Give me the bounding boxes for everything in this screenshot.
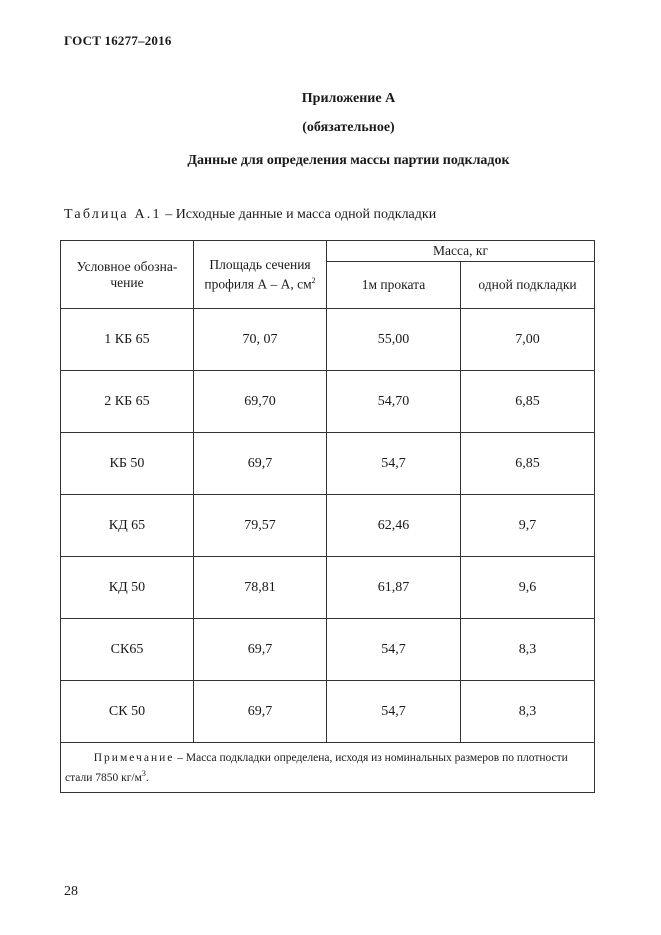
page-number: 28 — [64, 884, 78, 899]
note-text: – Масса подкладки определена, исходя из номинальных размеров по плотности стали 7850 кг/м — [65, 752, 568, 784]
cell-designation: КБ 50 — [61, 433, 194, 495]
cell-mass-per-meter: 54,70 — [327, 371, 461, 433]
note-label: Примечание — [93, 752, 175, 764]
header-area-text: Площадь сечения профиля А – А, см — [204, 256, 312, 292]
cell-mass-per-plate: 8,3 — [461, 619, 595, 681]
cell-designation: КД 50 — [61, 557, 194, 619]
table-row — [61, 557, 595, 619]
table-row — [61, 619, 595, 681]
appendix-title: Приложение А — [301, 91, 396, 106]
cell-area: 79,57 — [194, 495, 327, 557]
cell-mass-per-plate: 7,00 — [461, 309, 595, 371]
table-note-row — [61, 743, 595, 793]
cell-mass-per-meter: 54,7 — [327, 681, 461, 743]
table-row — [61, 371, 595, 433]
cell-mass-per-plate: 8,3 — [461, 681, 595, 743]
table-caption-label: Таблица А.1 — [64, 207, 162, 222]
note-end: . — [145, 771, 149, 784]
cell-designation: СК65 — [61, 619, 194, 681]
cell-mass-per-plate: 9,7 — [461, 495, 595, 557]
cell-designation: СК 50 — [61, 681, 194, 743]
document-code: ГОСТ 16277–2016 — [64, 33, 172, 48]
cell-area: 78,81 — [194, 557, 327, 619]
note-sup: 3 — [141, 769, 146, 778]
cell-area: 69,7 — [194, 681, 327, 743]
cell-designation: 2 КБ 65 — [61, 371, 194, 433]
header-area — [194, 241, 327, 309]
cell-designation: КД 65 — [61, 495, 194, 557]
header-area-sup: 2 — [311, 275, 316, 285]
cell-area: 69,7 — [194, 619, 327, 681]
cell-mass-per-plate: 6,85 — [461, 371, 595, 433]
table-caption-text: – Исходные данные и масса одной подкладки — [161, 207, 437, 222]
cell-designation: 1 КБ 65 — [61, 309, 194, 371]
header-mass-per-meter: 1м проката — [327, 262, 461, 309]
cell-area: 70, 07 — [194, 309, 327, 371]
cell-mass-per-plate: 9,6 — [461, 557, 595, 619]
table-row — [61, 681, 595, 743]
cell-mass-per-meter: 55,00 — [327, 309, 461, 371]
cell-area: 69,70 — [194, 371, 327, 433]
table-row — [61, 495, 595, 557]
cell-mass-per-meter: 54,7 — [327, 433, 461, 495]
table-row — [61, 433, 595, 495]
cell-mass-per-meter: 62,46 — [327, 495, 461, 557]
table-note — [61, 743, 595, 793]
cell-mass-per-meter: 61,87 — [327, 557, 461, 619]
header-mass-per-plate: одной подкладки — [461, 262, 595, 309]
table-caption — [64, 207, 436, 223]
table-row — [61, 309, 595, 371]
header-designation: Условное обозна-чение — [61, 241, 194, 309]
cell-mass-per-meter: 54,7 — [327, 619, 461, 681]
cell-area: 69,7 — [194, 433, 327, 495]
mass-table — [60, 240, 595, 793]
cell-mass-per-plate: 6,85 — [461, 433, 595, 495]
appendix-heading: Данные для определения массы партии подкладок — [187, 153, 510, 168]
header-mass: Масса, кг — [327, 241, 595, 262]
appendix-subtitle: (обязательное) — [302, 120, 395, 135]
